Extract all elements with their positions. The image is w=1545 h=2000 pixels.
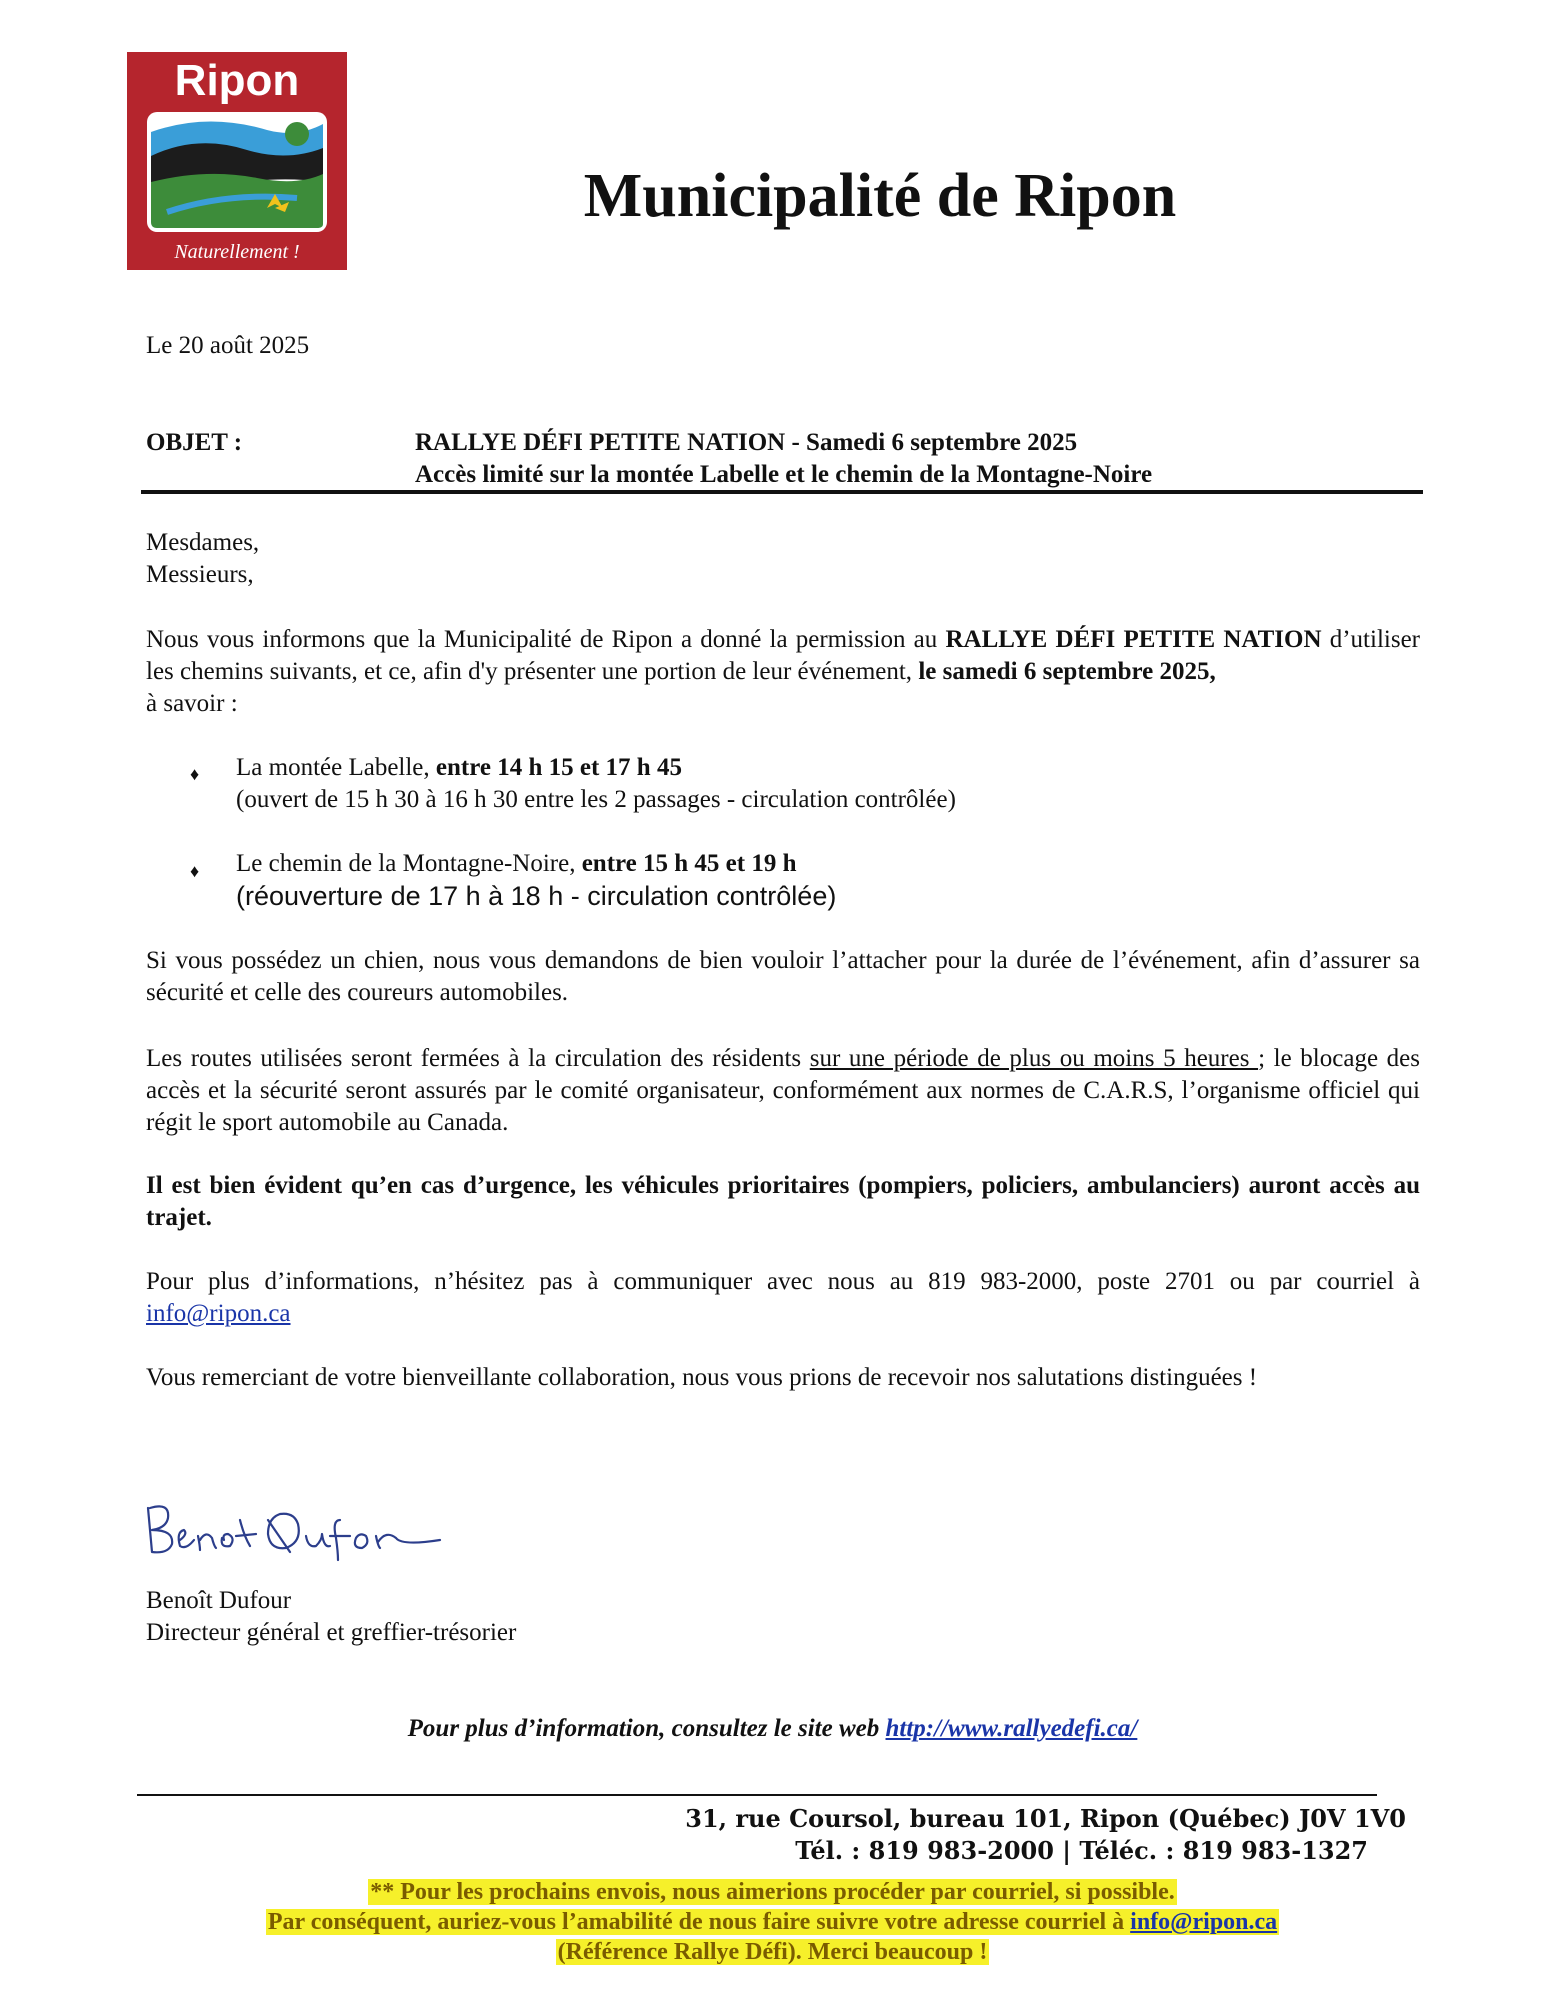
paragraph-dogs: Si vous possédez un chien, nous vous demandons de bien vouloir l’attacher pour la durée de l’événement, afin d’assurer sa sécurité et celle des coureurs automobiles. [146, 947, 1420, 1006]
paragraph-closing: Vous remerciant de votre bienveillante collaboration, nous vous prions de recevoir nos salutations distinguées ! [146, 1364, 1258, 1391]
website-prefix: Pour plus d’information, consultez le site web [407, 1715, 886, 1742]
subject-divider [141, 490, 1423, 494]
bullet-icon: ♦ [190, 861, 200, 881]
logo-title: Ripon [174, 56, 300, 105]
p3-text-c: ; le blocage des accès et la sécurité seront assurés par le comité organisateur, conformément aux normes de C.A.R.S, l’organisme officiel qui régit le sport automobile au Canada. [146, 1045, 1420, 1136]
p5-text: Pour plus d’informations, n’hésitez pas à communiquer avec nous au 819 983-2000, poste 2701 ou par courriel à [146, 1268, 1420, 1295]
subject-label: OBJET : [146, 429, 243, 456]
subject-line-2: Accès limité sur la montée Labelle et le chemin de la Montagne-Noire [415, 461, 1153, 488]
website-link[interactable]: http://www.rallyedefi.ca/ [885, 1715, 1138, 1742]
signer-title: Directeur général et greffier-trésorier [146, 1619, 517, 1646]
bullet-2-detail: (réouverture de 17 h à 18 h - circulation contrôlée) [236, 881, 837, 911]
website-line [0, 1715, 1545, 1743]
bullet-item-2 [236, 848, 797, 880]
bullet-1-detail: (ouvert de 15 h 30 à 16 h 30 entre les 2 passages - circulation contrôlée) [236, 786, 956, 813]
notice-text-1: ** Pour les prochains envois, nous aimerions procéder par courriel, si possible. [370, 1879, 1175, 1905]
p1-text-a: Nous vous informons que la Municipalité de Ripon a donné la permission au [146, 626, 946, 653]
p3-text-a: Les routes utilisées seront fermées à la circulation des résidents [146, 1045, 810, 1072]
p1-event-name: RALLYE DÉFI PETITE NATION [945, 626, 1322, 653]
bullet-1-time: entre 14 h 15 et 17 h 45 [435, 754, 682, 781]
bullet-2-time: entre 15 h 45 et 19 h [581, 850, 797, 877]
handwritten-signature [140, 1490, 450, 1570]
page-title: Municipalité de Ripon [583, 162, 1177, 230]
paragraph-road-closure [146, 1043, 1420, 1139]
bullet-item-1 [236, 752, 682, 784]
landscape-logo-icon [147, 112, 327, 232]
notice-email-link[interactable]: info@ripon.ca [1130, 1909, 1278, 1935]
notice-text-3: (Référence Rallye Défi). Merci beaucoup ! [557, 1939, 988, 1965]
address-line-1: 31, rue Coursol, bureau 101, Ripon (Québec) J0V 1V0 [685, 1804, 1406, 1833]
paragraph-emergency: Il est bien évident qu’en cas d’urgence, les véhicules prioritaires (pompiers, policiers, ambulanciers) auront accès au trajet. [146, 1172, 1420, 1231]
subject-line-1: RALLYE DÉFI PETITE NATION - Samedi 6 septembre 2025 [415, 429, 1078, 456]
salutation-1: Mesdames, [146, 529, 260, 556]
bullet-2-road: Le chemin de la Montagne-Noire, [236, 850, 582, 877]
bullet-1-road: La montée Labelle, [236, 754, 436, 781]
signature-text: Benoît Dufour [140, 1490, 146, 1491]
notice-text-2: Par conséquent, auriez-vous l’amabilité de nous faire suivre votre adresse courriel à [267, 1909, 1131, 1935]
notice-line-1 [0, 1877, 1545, 1907]
p1-text-e: à savoir : [146, 690, 238, 717]
letter-date: Le 20 août 2025 [146, 332, 310, 359]
footer-divider [137, 1794, 1377, 1796]
paragraph-permission [146, 624, 1420, 720]
salutation-2: Messieurs, [146, 561, 254, 588]
paragraph-contact [146, 1266, 1420, 1330]
p1-event-date: le samedi 6 septembre 2025, [918, 658, 1216, 685]
notice-line-3 [0, 1937, 1545, 1967]
address-line-2: Tél. : 819 983-2000 | Téléc. : 819 983-1327 [795, 1836, 1368, 1865]
notice-line-2 [0, 1907, 1545, 1937]
bullet-icon: ♦ [190, 764, 200, 784]
contact-email-link[interactable]: info@ripon.ca [146, 1300, 291, 1327]
p3-duration: sur une période de plus ou moins 5 heures [809, 1045, 1259, 1072]
logo-tagline: Naturellement ! [174, 241, 300, 263]
p1-text-c: d’utiliser les chemins suivants, et ce, afin d'y présenter une portion de leur événement, [146, 626, 1420, 685]
signer-name: Benoît Dufour [146, 1587, 292, 1614]
municipality-logo [127, 52, 347, 270]
